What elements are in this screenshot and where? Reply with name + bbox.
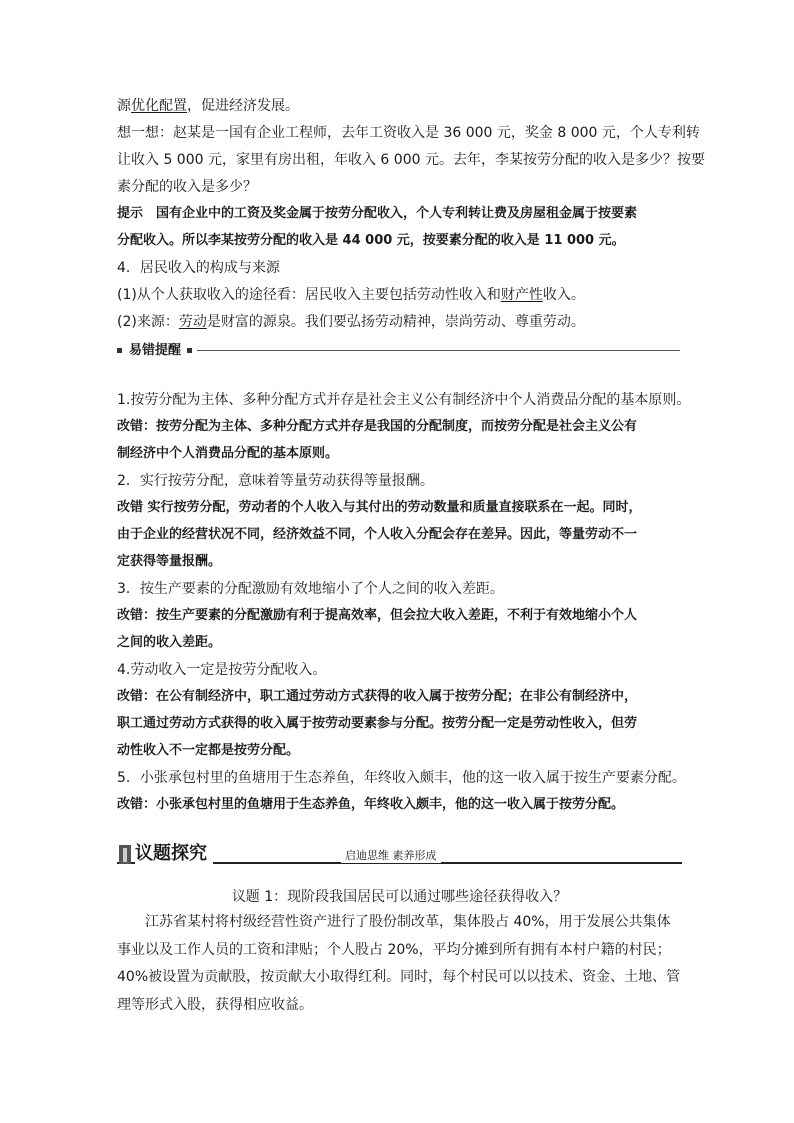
correction-2-line-1: 改错 实行按劳分配，劳动者的个人收入与其付出的劳动数量和质量直接联系在一起。同时， [117,500,642,515]
text: (2)来源： [117,314,179,330]
mistake-4: 4.劳动收入一定是按劳分配收入。 [117,662,327,678]
correction-3-line-2: 之间的收入差距。 [117,635,222,650]
correction-5: 改错：小张承包村里的鱼塘用于生态养鱼，年终收入颇丰，他的这一收入属于按劳分配。 [117,797,625,812]
correction-1-line-1: 改错：按劳分配为主体、多种分配方式并存是我国的分配制度，而按劳分配是社会主义公有 [117,419,638,434]
underlined-text: 财产性 [500,287,543,303]
correction-4-line-1: 改错：在公有制经济中，职工通过劳动方式获得的收入属于按劳分配；在非公有制经济中， [117,689,638,704]
divider [197,350,680,351]
correction-2-line-2: 由于企业的经营状况不同，经济效益不同，个人收入分配会存在差异。因此，等量劳动不一 [117,527,638,542]
text: 是财富的源泉。我们要弘扬劳动精神，崇尚劳动、尊重劳动。 [206,314,585,330]
text: 源 [117,98,131,114]
think-line-1: 想一想：赵某是一国有企业工程师，去年工资收入是 36 000 元，奖金 8 000 元，个人专利转 [117,125,700,141]
mistake-1: 1.按劳分配为主体、多种分配方式并存是社会主义公有制经济中个人消费品分配的基本原则。 [117,392,691,408]
correction-2-line-3: 定获得等量报酬。 [117,554,222,569]
text: ，促进经济发展。 [187,98,299,114]
correction-1-line-2: 制经济中个人消费品分配的基本原则。 [117,446,339,461]
underlined-text: 优化配置 [131,98,187,114]
correction-3-line-1: 改错：按生产要素的分配激励有利于提高效率，但会拉大收入差距，不利于有效地缩小个人 [117,608,638,623]
paragraph-continuation [117,96,682,116]
square-bullet-icon [117,348,122,353]
mistake-2: 2．实行按劳分配，意味着等量劳动获得等量报酬。 [117,473,434,489]
underlined-text: 劳动 [178,314,207,330]
text: 收入。 [542,287,585,303]
square-bullet-icon [187,348,192,353]
mistakes-label: 易错提醒 [129,343,182,358]
text: (1)从个人获取收入的途径看：居民收入主要包括劳动性收入和 [117,287,501,303]
think-line-3: 素分配的收入是多少？ [117,179,257,195]
topic-body-paragraph: 江苏省某村将村级经营性资产进行了股份制改革，集体股占 40%，用于发展公共集体事业以及工作人员的工资和津贴；个人股占 20%，平均分摊到所有拥有本村户籍的村民；40%被设置为贡献股，按贡献大小取得红利。同时，每个村民可以以技术、资金、土地、管理等形式入股，获得相应收益。 [117,914,681,1013]
correction-4-line-3: 动性收入不一定都是按劳分配。 [117,743,300,758]
section-4-item-2 [117,312,682,332]
think-line-2: 让收入 5 000 元，家里有房出租，年收入 6 000 元。去年，李某按劳分配的收入是多少？按要 [117,152,705,168]
section-4-heading: 4．居民收入的构成与来源 [117,260,280,276]
topic-title: 议题探究 [135,843,213,865]
hint-line-2: 分配收入。所以李某按劳分配的收入是 44 000 元，按要素分配的收入是 11 000 元。 [117,233,625,248]
topic-section-header [117,843,682,867]
bookmark-inner-icon [123,848,127,862]
section-4-item-1 [117,285,682,305]
mistakes-section-header [117,341,680,361]
correction-4-line-2: 职工通过劳动方式获得的收入属于按劳动要素参与分配。按劳分配一定是劳动性收入，但劳 [117,716,638,731]
topic-subtitle: 启迪思维 素养形成 [341,849,441,863]
hint-line-1: 提示 国有企业中的工资及奖金属于按劳分配收入，个人专利转让费及房屋租金属于按要素 [117,206,638,221]
topic-question: 议题 1：现阶段我国居民可以通过哪些途径获得收入？ [231,889,568,905]
mistake-5: 5．小张承包村里的鱼塘用于生态养鱼，年终收入颇丰，他的这一收入属于按生产要素分配。 [117,770,686,786]
mistake-3: 3．按生产要素的分配激励有效地缩小了个人之间的收入差距。 [117,581,504,597]
